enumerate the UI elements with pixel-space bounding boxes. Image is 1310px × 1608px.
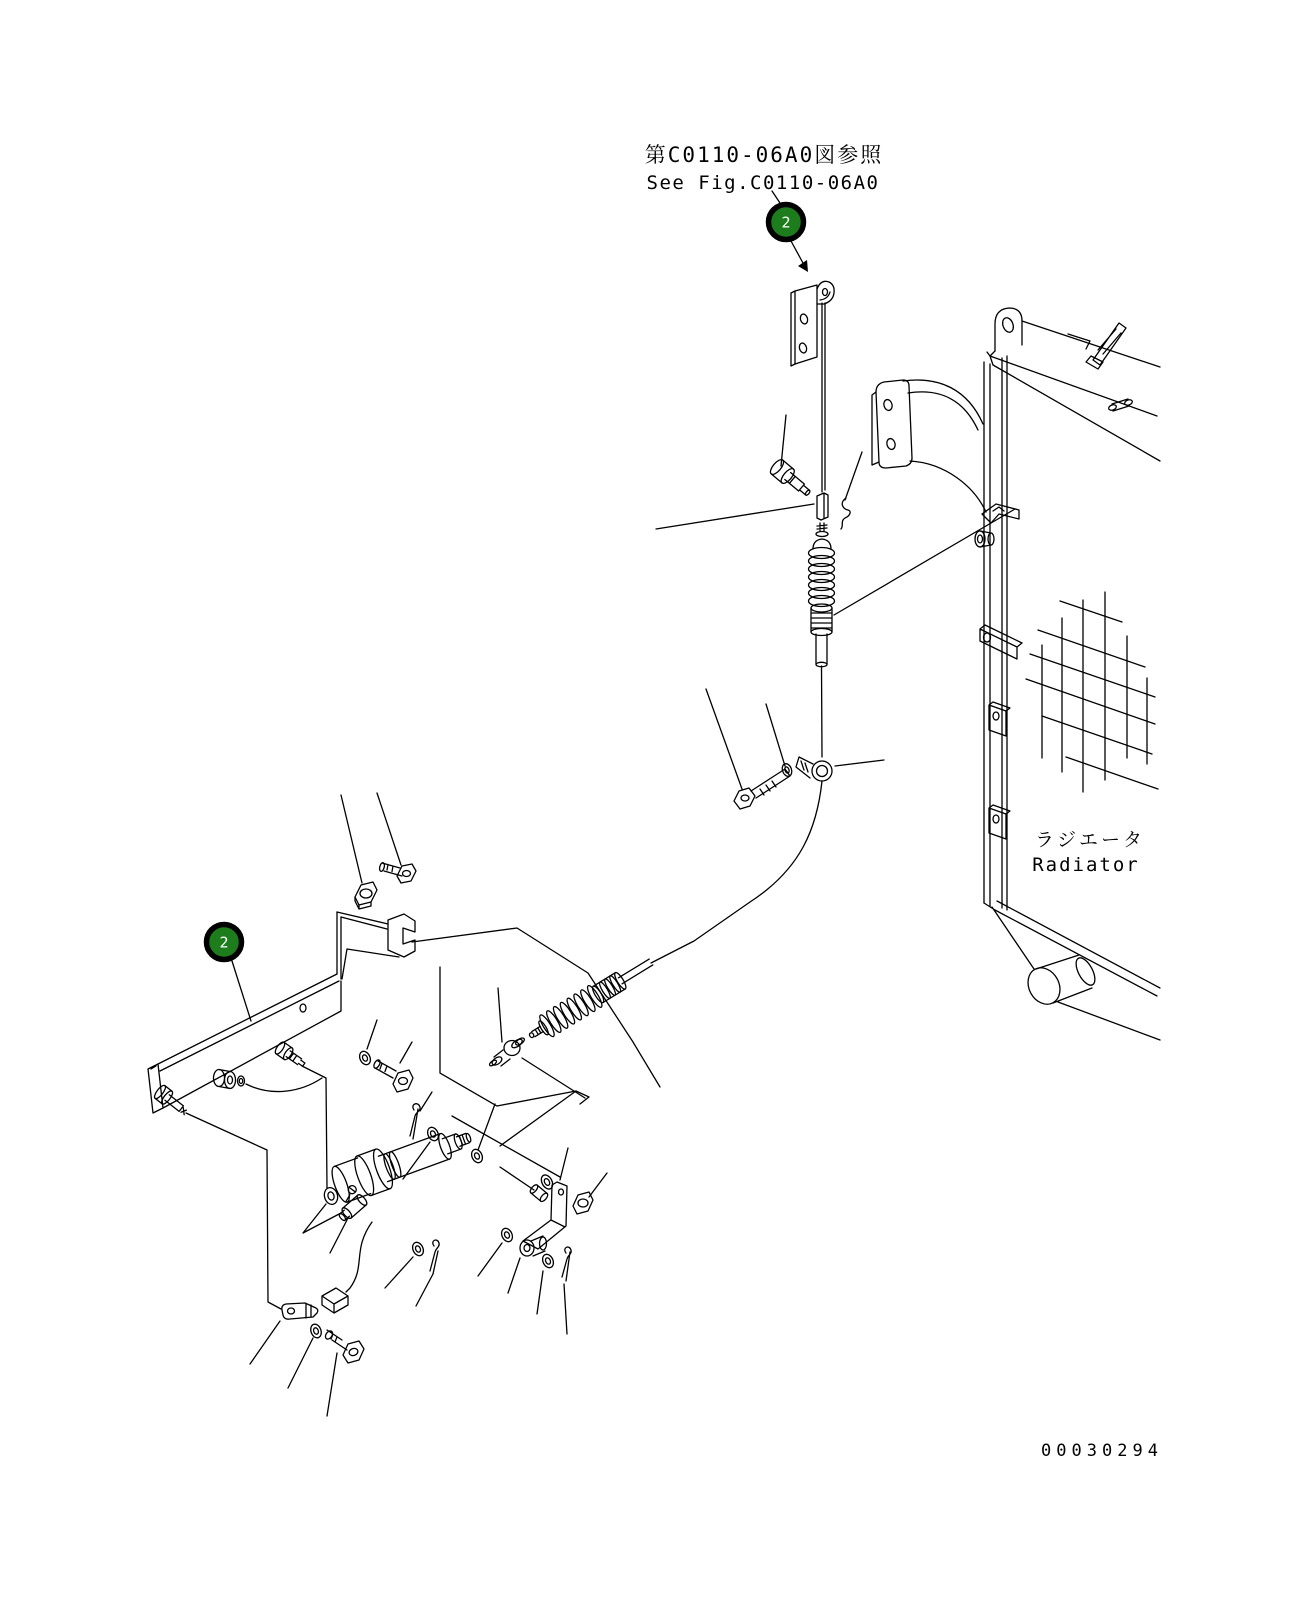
bracket-end-pin: [153, 1084, 191, 1119]
valve-cable: [346, 1222, 372, 1292]
figure-reference-jp: 第C0110-06A0図参照: [644, 143, 884, 167]
washer-mid: [403, 1126, 440, 1179]
radiator-label-en: Radiator: [1032, 854, 1140, 876]
figure-reference-en: See Fig.C0110-06A0: [646, 172, 880, 194]
cotter-pin-right: [562, 1247, 571, 1281]
control-cable: [651, 781, 822, 963]
leader-lines-upper: [656, 415, 862, 529]
hex-bolt-mid: [373, 1042, 413, 1092]
radiator-outlet-cylinder: [1022, 955, 1099, 1010]
leader-lines-bottom: [250, 1321, 337, 1416]
exploded-chain-lines: [186, 1066, 327, 1309]
washer-lower: [411, 1241, 426, 1258]
radiator-label: [1032, 829, 1145, 876]
leader-lines-clamp: [706, 689, 884, 789]
spring-assembly-lower: [523, 951, 657, 1047]
drawing-number: 00030294: [1041, 1441, 1163, 1461]
radiator-assembly: [984, 308, 1160, 1040]
cable-connector-box: [322, 1288, 348, 1313]
cotter-pin-lower: [430, 1240, 439, 1274]
cotter-pin-mid: [410, 1092, 432, 1139]
spring-assembly-upper: [809, 523, 835, 757]
washer-center: [470, 1148, 485, 1165]
upper-mount-plate: [791, 281, 834, 366]
cable-rod-upper: [822, 303, 825, 492]
lever-washer-2: [500, 1227, 515, 1244]
leader-lines-cable-lower: [498, 988, 585, 1098]
callout-balloon-lower[interactable]: [207, 925, 252, 1022]
lever-washer-3: [541, 1253, 556, 1270]
cotter-pin-upper: [841, 498, 850, 529]
callout-balloon-upper[interactable]: [769, 205, 809, 273]
figure-reference-note: [645, 143, 883, 203]
bellcrank-lever: [520, 1182, 567, 1256]
callout-lower-label: 2: [219, 933, 229, 952]
valve-actuator: [328, 1117, 477, 1206]
cable-clamp: [796, 757, 832, 781]
pin-bolt-upper: [768, 458, 814, 501]
bracket-boss-spacer: [214, 1070, 323, 1092]
cable-to-bracket-leader: [834, 509, 1015, 615]
cable-end-block: [817, 493, 828, 520]
radiator-label-jp: ラジエータ: [1034, 829, 1146, 851]
elbow-fitting: [489, 1037, 526, 1067]
hex-bolt-top: [377, 793, 416, 883]
leader-lines-lever-group: [385, 1148, 607, 1334]
washer-upper-mid: [358, 1020, 377, 1066]
callout-upper-label: 2: [781, 213, 791, 232]
lever-pin: [529, 1184, 549, 1203]
phantom-chain-lines: [412, 928, 660, 1190]
mounting-bracket: [148, 912, 415, 1113]
clamp-lock-washer: [781, 762, 794, 777]
radiator-frame-brackets: [980, 625, 1022, 839]
radiator-support-arm: [872, 380, 986, 512]
radiator-core-mesh: [1026, 592, 1158, 792]
cable-clip-tab: [282, 1303, 318, 1319]
hex-nut-top: [341, 795, 377, 909]
clip-hex-bolt: [324, 1330, 364, 1363]
clip-washer: [309, 1323, 323, 1340]
